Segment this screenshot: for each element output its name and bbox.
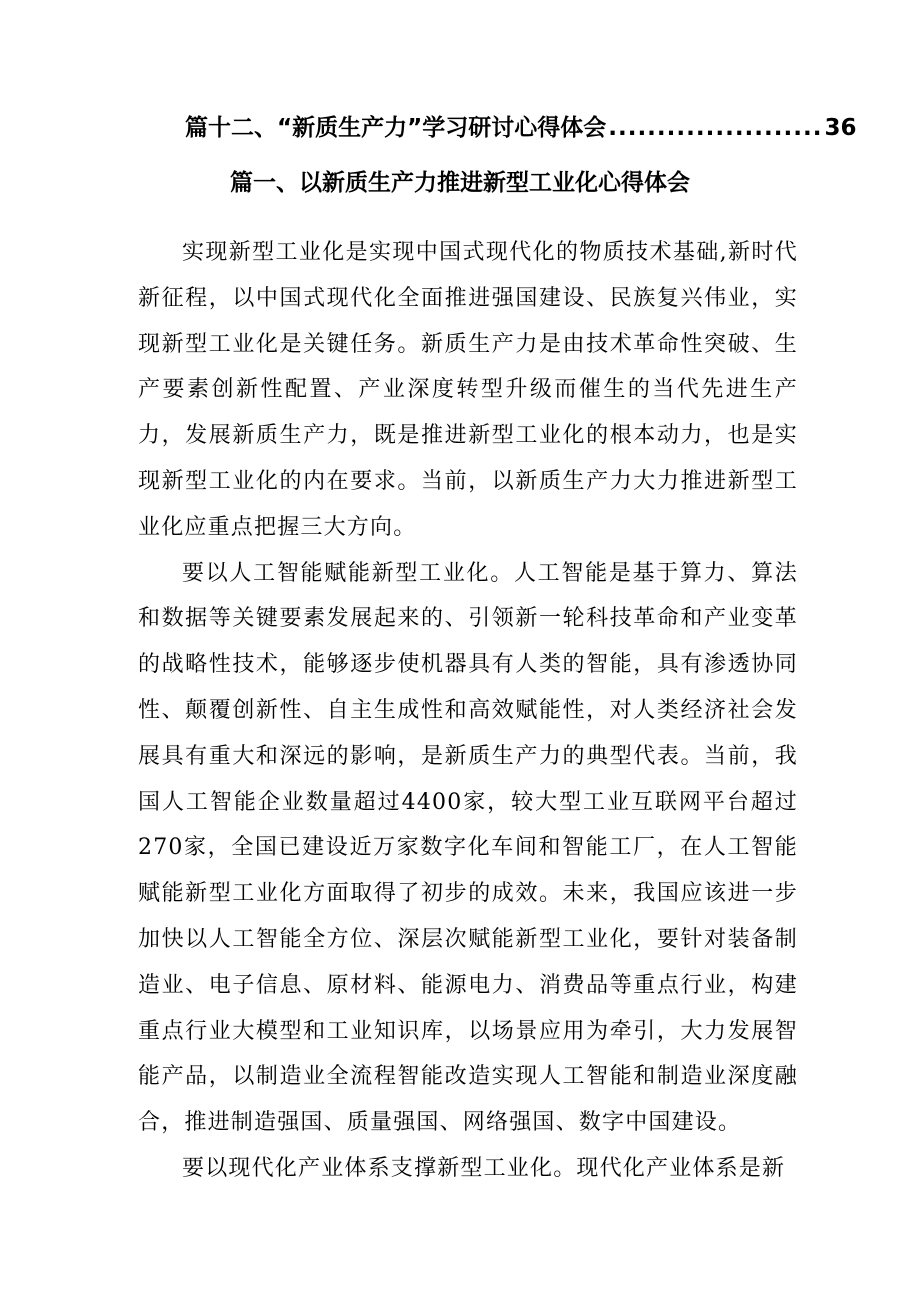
toc-entry-title: 篇十二、“新质生产力”学习研讨心得体会 (185, 115, 607, 141)
article-body (138, 230, 798, 1192)
toc-page-number: 36 (824, 115, 857, 141)
article-title: 篇一、以新质生产力推进新型工业化心得体会 (230, 170, 690, 196)
paragraph-industry-system: 要以现代化产业体系支撑新型工业化。现代化产业体系是新 (182, 1155, 786, 1181)
toc-dot-leader: ...................... (608, 115, 823, 141)
paragraph-ai: 要以人工智能赋能新型工业化。人工智能是基于算力、算法和数据等关键要素发展起来的、引领新一轮科技革命和产业变革的战略性技术，能够逐步使机器具有人类的智能，具有渗透协同性、颠覆创新性、自主生成性和高效赋能性，对人类经济社会发展具有重大和深远的影响，是新质生产力的典型代表。当前，我国人工智能企业数量超过4400家，较大型工业互联网平台超过270家，全国已建设近万家数字化车间和智能工厂，在人工智能赋能新型工业化方面取得了初步的成效。未来，我国应该进一步加快以人工智能全方位、深层次赋能新型工业化，要针对装备制造业、电子信息、原材料、能源电力、消费品等重点行业，构建重点行业大模型和工业知识库，以场景应用为牵引，大力发展智能产品，以制造业全流程智能改造实现人工智能和制造业深度融合，推进制造强国、质量强国、网络强国、数字中国建设。 (138, 560, 798, 1136)
paragraph-intro: 实现新型工业化是实现中国式现代化的物质技术基础,新时代新征程，以中国式现代化全面推进强国建设、民族复兴伟业，实现新型工业化是关键任务。新质生产力是由技术革命性突破、生产要素创新性配置、产业深度转型升级而催生的当代先进生产力，发展新质生产力，既是推进新型工业化的根本动力，也是实现新型工业化的内在要求。当前，以新质生产力大力推进新型工业化应重点把握三大方向。 (138, 240, 798, 540)
toc-entry[interactable] (185, 108, 857, 148)
